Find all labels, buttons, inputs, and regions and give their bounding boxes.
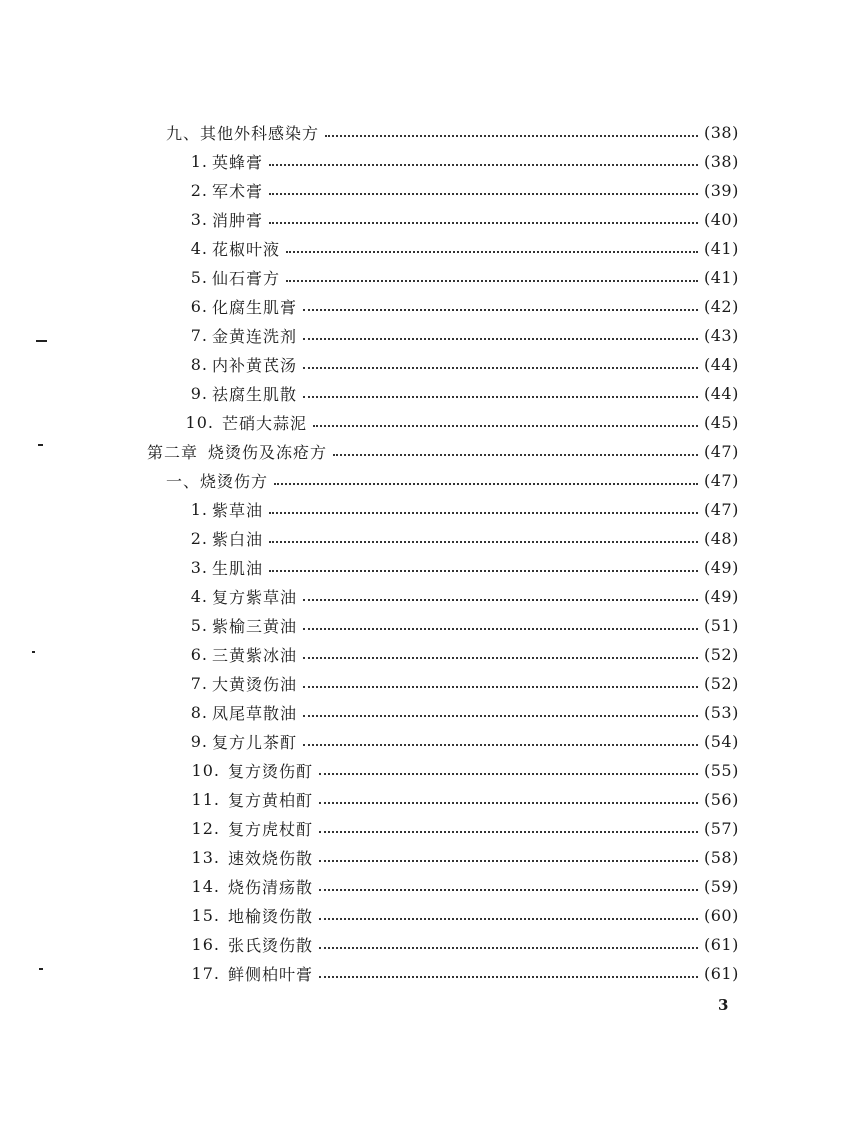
toc-entry-title: 三黄紫冰油: [212, 645, 298, 665]
toc-entry-page: (42): [704, 296, 739, 316]
toc-entry-title: 花椒叶液: [212, 239, 281, 259]
toc-leader-dots: [303, 322, 698, 340]
toc-leader-dots: [269, 554, 698, 572]
toc-entry-page: (47): [704, 441, 739, 461]
toc-entry: [186, 901, 752, 929]
toc-entry-page: (44): [704, 383, 739, 403]
toc-entry-number: 3.: [190, 557, 208, 577]
toc-leader-dots: [319, 873, 698, 891]
toc-entry-number: 17.: [191, 963, 220, 983]
toc-entry-page: (38): [704, 151, 739, 171]
toc-leader-dots: [333, 438, 698, 456]
toc-entry-number: 8.: [190, 354, 208, 374]
toc-entry: [180, 350, 752, 378]
toc-entry-number: 第二章: [146, 442, 198, 462]
toc-leader-dots: [303, 641, 698, 659]
toc-entry-title: 地榆烫伤散: [228, 906, 314, 926]
toc-entry-title: 复方烫伤酊: [228, 761, 314, 781]
toc-entry: [180, 408, 752, 436]
toc-entry-number: 10.: [185, 412, 214, 432]
scan-mark: [39, 968, 43, 970]
toc-entry: [186, 843, 752, 871]
toc-entry-title: 烧烫伤方: [200, 471, 269, 491]
toc-leader-dots: [303, 380, 698, 398]
toc-entry-number: 15.: [191, 905, 220, 925]
toc-entry-page: (47): [704, 470, 739, 490]
toc-entry-page: (60): [704, 905, 739, 925]
toc-entry-title: 其他外科感染方: [200, 123, 320, 143]
toc-entry-number: 7.: [190, 673, 208, 693]
toc-entry-number: 9.: [190, 731, 208, 751]
toc-entry-number: 2.: [190, 180, 208, 200]
toc-entry-number: 6.: [190, 296, 208, 316]
toc-entry-number: 11.: [191, 789, 220, 809]
toc-leader-dots: [303, 670, 698, 688]
toc-leader-dots: [319, 844, 698, 862]
toc-entry-page: (38): [704, 122, 739, 142]
toc-leader-dots: [319, 815, 698, 833]
toc-leader-dots: [286, 264, 698, 282]
toc-entry-page: (51): [704, 615, 739, 635]
toc-entry-page: (41): [704, 238, 739, 258]
toc-entry-title: 张氏烫伤散: [228, 935, 314, 955]
toc-entry-number: 12.: [191, 818, 220, 838]
toc-entry-title: 消肿膏: [212, 210, 264, 230]
toc-entry: [186, 959, 752, 987]
toc-entry: [180, 321, 752, 349]
toc-entry-number: 9.: [190, 383, 208, 403]
toc-entry-title: 金黄连洗剂: [212, 326, 298, 346]
toc-leader-dots: [319, 757, 698, 775]
toc-entry-number: 5.: [190, 267, 208, 287]
toc-entry-title: 紫榆三黄油: [212, 616, 298, 636]
toc-entry-title: 芒硝大蒜泥: [222, 413, 308, 433]
toc-entry-title: 复方紫草油: [212, 587, 298, 607]
toc-leader-dots: [319, 960, 698, 978]
toc-entry-page: (41): [704, 267, 739, 287]
toc-entry-number: 一、: [166, 471, 201, 491]
toc-entry-number: 10.: [191, 760, 220, 780]
toc-entry-page: (39): [704, 180, 739, 200]
toc-entry-title: 复方虎杖酊: [228, 819, 314, 839]
toc-entry-page: (40): [704, 209, 739, 229]
page-number: 3: [718, 996, 729, 1014]
toc-entry-title: 鲜侧柏叶膏: [228, 964, 314, 984]
toc-entry-title: 大黄烫伤油: [212, 674, 298, 694]
toc-entry-page: (52): [704, 673, 739, 693]
toc-entry-page: (47): [704, 499, 739, 519]
toc-entry-page: (54): [704, 731, 739, 751]
toc-leader-dots: [269, 496, 698, 514]
toc-entry-page: (61): [704, 963, 739, 983]
toc-entry-page: (56): [704, 789, 739, 809]
toc-entry-number: 2.: [190, 528, 208, 548]
toc-entry-page: (58): [704, 847, 739, 867]
toc-entry: [180, 524, 752, 552]
toc-leader-dots: [269, 206, 698, 224]
toc-entry-page: (55): [704, 760, 739, 780]
scan-mark: [36, 340, 47, 342]
toc-leader-dots: [303, 293, 698, 311]
toc-entry-page: (57): [704, 818, 739, 838]
toc-entry-page: (61): [704, 934, 739, 954]
toc-entry-number: 4.: [190, 586, 208, 606]
toc-entry: [180, 727, 752, 755]
toc-leader-dots: [303, 699, 698, 717]
toc-leader-dots: [269, 525, 698, 543]
toc-entry-number: 4.: [190, 238, 208, 258]
toc-entry: [186, 872, 752, 900]
toc-entry: [180, 292, 752, 320]
toc-entry: [180, 640, 752, 668]
toc-entry-number: 13.: [191, 847, 220, 867]
toc-entry: [180, 176, 752, 204]
toc-entry-title: 复方儿茶酊: [212, 732, 298, 752]
toc-entry: [180, 205, 752, 233]
toc-entry: [166, 118, 752, 146]
toc-entry-title: 速效烧伤散: [228, 848, 314, 868]
toc-entry: [180, 263, 752, 291]
toc-entry: [180, 147, 752, 175]
toc-entry: [186, 785, 752, 813]
toc-leader-dots: [303, 351, 698, 369]
toc-leader-dots: [269, 177, 698, 195]
toc-entry-page: (49): [704, 557, 739, 577]
toc-entry: [180, 234, 752, 262]
toc-entry-page: (52): [704, 644, 739, 664]
toc-entry-number: 6.: [190, 644, 208, 664]
toc-entry-number: 7.: [190, 325, 208, 345]
toc-entry-title: 烧烫伤及冻疮方: [208, 442, 328, 462]
toc-entry: [180, 582, 752, 610]
toc-leader-dots: [286, 235, 698, 253]
toc-entry-title: 烧伤清疡散: [228, 877, 314, 897]
toc-entry: [180, 611, 752, 639]
toc-leader-dots: [325, 119, 698, 137]
toc-entry-number: 14.: [191, 876, 220, 896]
toc-entry: [186, 756, 752, 784]
toc-entry-title: 紫白油: [212, 529, 264, 549]
toc-leader-dots: [303, 583, 698, 601]
toc-entry-page: (44): [704, 354, 739, 374]
toc-entry-page: (59): [704, 876, 739, 896]
toc-leader-dots: [274, 467, 698, 485]
toc-entry-page: (53): [704, 702, 739, 722]
toc-entry: [166, 466, 752, 494]
toc-entry-number: 1.: [190, 499, 208, 519]
toc-entry: [180, 669, 752, 697]
toc-entry: [146, 437, 752, 465]
toc-entry-title: 仙石膏方: [212, 268, 281, 288]
toc-entry-number: 1.: [190, 151, 208, 171]
toc-entry: [180, 379, 752, 407]
toc-entry-title: 军术膏: [212, 181, 264, 201]
toc-entry-number: 5.: [190, 615, 208, 635]
scan-mark: [32, 651, 35, 653]
toc-entry-title: 紫草油: [212, 500, 264, 520]
toc-entry-number: 16.: [191, 934, 220, 954]
toc-entry-title: 复方黄柏酊: [228, 790, 314, 810]
toc-entry-title: 英蜂膏: [212, 152, 264, 172]
toc-leader-dots: [303, 728, 698, 746]
toc-leader-dots: [319, 786, 698, 804]
toc-entry-number: 九、: [166, 123, 201, 143]
toc-entry-title: 生肌油: [212, 558, 264, 578]
toc-entry: [180, 698, 752, 726]
scan-mark: [38, 444, 43, 446]
toc-entry-title: 祛腐生肌散: [212, 384, 298, 404]
toc-entry-page: (45): [704, 412, 739, 432]
toc-entry-page: (49): [704, 586, 739, 606]
toc-leader-dots: [303, 612, 698, 630]
toc-leader-dots: [269, 148, 698, 166]
toc-leader-dots: [319, 931, 698, 949]
toc-entry-title: 凤尾草散油: [212, 703, 298, 723]
toc-entry: [186, 930, 752, 958]
toc-entry: [180, 553, 752, 581]
toc-entry-page: (48): [704, 528, 739, 548]
toc-entry-number: 8.: [190, 702, 208, 722]
toc-leader-dots: [319, 902, 698, 920]
toc-entry: [180, 495, 752, 523]
toc-entry-title: 内补黄芪汤: [212, 355, 298, 375]
toc-entry-page: (43): [704, 325, 739, 345]
toc-entry-number: 3.: [190, 209, 208, 229]
toc-leader-dots: [313, 409, 698, 427]
toc-entry: [186, 814, 752, 842]
toc-entry-title: 化腐生肌膏: [212, 297, 298, 317]
